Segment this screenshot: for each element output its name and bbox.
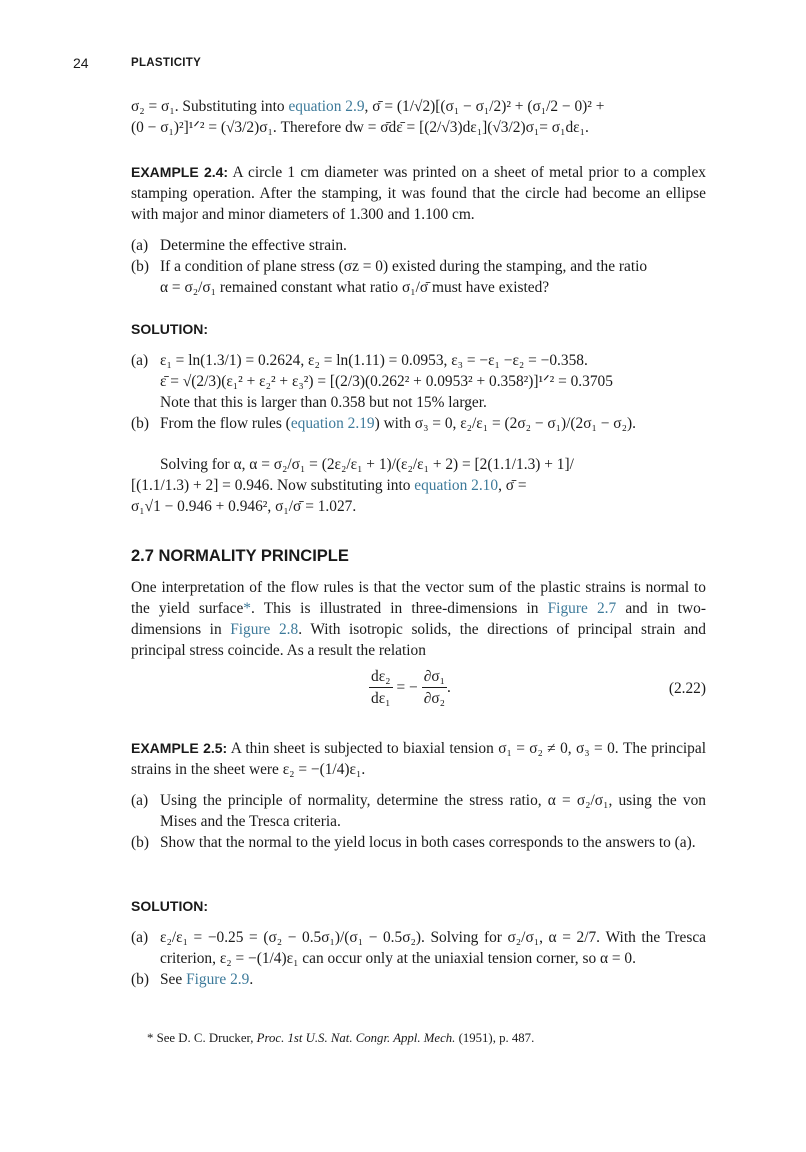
- solution-2-5-part-b-post: .: [249, 971, 254, 988]
- solution-2-5-part-a: [131, 927, 706, 969]
- solution-continuation-line-1: Solving for α, α = σ₂/σ₁ = (2ε₂/ε₁ + 1)/(ε₂/ε₁ + 2) = [2(1.1/1.3) + 1]/: [160, 456, 574, 473]
- equation-2-9-link[interactable]: equation 2.9: [288, 98, 365, 115]
- continuation-text-1b: , σ̄ = (1/√2)[(σ₁ − σ₁/2)² + (σ₁/2 − 0)² +: [364, 98, 605, 115]
- example-2-4-text: A circle 1 cm diameter was printed on a sheet of metal prior to a complex stamping operation. After the stamping, it was found that the circle had become an ellipse with major and minor diameters of 1.300 and 1.100 cm.: [131, 164, 706, 223]
- footnote-citation: Proc. 1st U.S. Nat. Congr. Appl. Mech.: [256, 1031, 456, 1045]
- solution-label: SOLUTION:: [131, 321, 208, 337]
- footnote-marker-link[interactable]: *: [243, 600, 251, 617]
- solution-part-b-label: (b): [131, 415, 149, 432]
- figure-2-9-link[interactable]: Figure 2.9: [186, 971, 250, 988]
- solution-2-5-part-a-text: ε₂/ε₁ = −0.25 = (σ₂ − 0.5σ₁)/(σ₁ − 0.5σ₂). Solving for σ₂/σ₁, α = 2/7. With the Tresca criterion, ε₂ = −(1/4)ε₁ can occur only at the uniaxial tension corner, so α = 0.: [160, 929, 706, 967]
- solution-part-a-label: (a): [131, 352, 149, 369]
- solution-2-5-label: SOLUTION:: [131, 898, 208, 914]
- example-2-4-parts: [131, 235, 706, 298]
- example-2-5-part-a-text: Using the principle of normality, determine the stress ratio, α = σ₂/σ₁, using the von Mises and the Tresca criteria.: [160, 792, 706, 830]
- part-b-line-2: α = σ₂/σ₁ remained constant what ratio σ₁/σ̄ must have existed?: [160, 279, 550, 296]
- continuation-text-1a: σ₂ = σ₁. Substituting into: [131, 98, 289, 115]
- example-2-5-part-b-label: (b): [131, 834, 149, 851]
- example-2-5-parts: [131, 790, 706, 853]
- example-2-5-part-a-label: (a): [131, 792, 149, 809]
- example-2-4: [131, 162, 706, 225]
- equation-lhs: [369, 666, 393, 709]
- equation-2-22: [131, 666, 706, 712]
- example-2-4-label: EXAMPLE 2.4:: [131, 164, 229, 180]
- equation-lhs-numerator: dε₂: [369, 666, 393, 688]
- solution-2-4-part-a: [131, 350, 706, 413]
- solution-part-a-line-1: ε₁ = ln(1.3/1) = 0.2624, ε₂ = ln(1.11) = 0.0953, ε₃ = −ε₁ −ε₂ = −0.358.: [160, 352, 588, 369]
- running-title: PLASTICITY: [131, 57, 202, 69]
- section-heading: 2.7 NORMALITY PRINCIPLE: [131, 547, 349, 565]
- section-heading-container: [131, 546, 706, 567]
- equation-number: (2.22): [668, 680, 706, 697]
- solution-2-4-continuation: [131, 454, 706, 475]
- example-2-5-part-a: [131, 790, 706, 832]
- example-2-5-part-b: [131, 832, 706, 853]
- solution-part-b-pre: From the flow rules (: [160, 415, 291, 432]
- solution-continuation-line-3: σ₁√1 − 0.946 + 0.946², σ₁/σ̄ = 1.027.: [131, 498, 357, 515]
- solution-part-a-line-2: ε̄ = √(2/3)(ε₁² + ε₂² + ε₃²) = [(2/3)(0.262² + 0.0953² + 0.358²)]¹ᐟ² = 0.3705: [160, 373, 613, 390]
- example-2-4-part-a: [131, 235, 706, 256]
- solution-2-4-continuation-2: [131, 475, 706, 517]
- equation-body: [369, 666, 451, 709]
- equation-rhs-numerator: ∂σ₁: [422, 666, 447, 688]
- continuation-line-2: (0 − σ₁)²]¹ᐟ² = (√3/2)σ₁. Therefore dw = σ̄dε̄ = [(2/√3)dε₁](√3/2)σ₁= σ₁dε₁.: [131, 119, 589, 136]
- figure-2-8-link[interactable]: Figure 2.8: [230, 621, 299, 638]
- example-2-5-text: A thin sheet is subjected to biaxial tension σ₁ = σ₂ ≠ 0, σ₃ = 0. The principal strains in the sheet were ε₂ = −(1/4)ε₁.: [131, 740, 706, 778]
- solution-2-5-parts: [131, 927, 706, 990]
- part-b-line-1: If a condition of plane stress (σz = 0) existed during the stamping, and the ratio: [160, 258, 648, 275]
- solution-part-b-post: ) with σ₃ = 0, ε₂/ε₁ = (2σ₂ − σ₁)/(2σ₁ − σ₂).: [374, 415, 636, 432]
- equation-2-10-link[interactable]: equation 2.10: [414, 477, 499, 494]
- footnote-mark: *: [147, 1031, 154, 1045]
- solution-2-4-part-b: [131, 413, 706, 434]
- section-text-1: One interpretation of the flow rules is that the vector sum of the plastic strains is normal to the yield surface: [131, 579, 706, 617]
- part-a-text: Determine the effective strain.: [160, 237, 347, 254]
- solution-2-5-heading: [131, 896, 706, 917]
- example-2-5-part-b-text: Show that the normal to the yield locus in both cases corresponds to the answers to (a).: [160, 834, 696, 851]
- section-text-3: and in two-dimensions in: [131, 600, 706, 638]
- solution-2-5-part-b-label: (b): [131, 971, 149, 988]
- equation-period: .: [447, 679, 451, 696]
- section-text-2: . This is illustrated in three-dimensions in: [250, 600, 548, 617]
- continuation-paragraph: [131, 96, 706, 138]
- equation-rhs: [422, 666, 447, 709]
- footnote-post: (1951), p. 487.: [455, 1031, 535, 1045]
- example-2-5: [131, 738, 706, 780]
- equation-equals: = −: [396, 679, 418, 696]
- solution-2-5-part-b: [131, 969, 706, 990]
- part-b-label: (b): [131, 258, 149, 275]
- solution-continuation-line-2b: , σ̄ =: [498, 477, 527, 494]
- page-number: 24: [73, 55, 89, 71]
- solution-2-5-part-a-label: (a): [131, 929, 149, 946]
- part-a-label: (a): [131, 237, 149, 254]
- section-paragraph: [131, 577, 706, 661]
- solution-part-a-line-3: Note that this is larger than 0.358 but not 15% larger.: [160, 394, 487, 411]
- section-text-4: . With isotropic solids, the directions of principal strain and principal stress coincide. As a result the relation: [131, 621, 706, 659]
- solution-2-4-parts: [131, 350, 706, 434]
- solution-2-5-part-b-pre: See: [160, 971, 187, 988]
- example-2-4-part-b: [131, 256, 706, 298]
- example-2-5-label: EXAMPLE 2.5:: [131, 740, 228, 756]
- equation-2-19-link[interactable]: equation 2.19: [290, 415, 375, 432]
- figure-2-7-link[interactable]: Figure 2.7: [547, 600, 617, 617]
- footnote-pre: See D. C. Drucker,: [153, 1031, 257, 1045]
- equation-rhs-denominator: ∂σ₂: [423, 690, 446, 707]
- solution-2-4-heading: [131, 319, 706, 340]
- footnote: [147, 1030, 707, 1047]
- continuation-line-1: [131, 96, 706, 117]
- solution-continuation-line-2a: [(1.1/1.3) + 2] = 0.946. Now substituting into: [131, 477, 415, 494]
- equation-lhs-denominator: dε₁: [371, 690, 391, 707]
